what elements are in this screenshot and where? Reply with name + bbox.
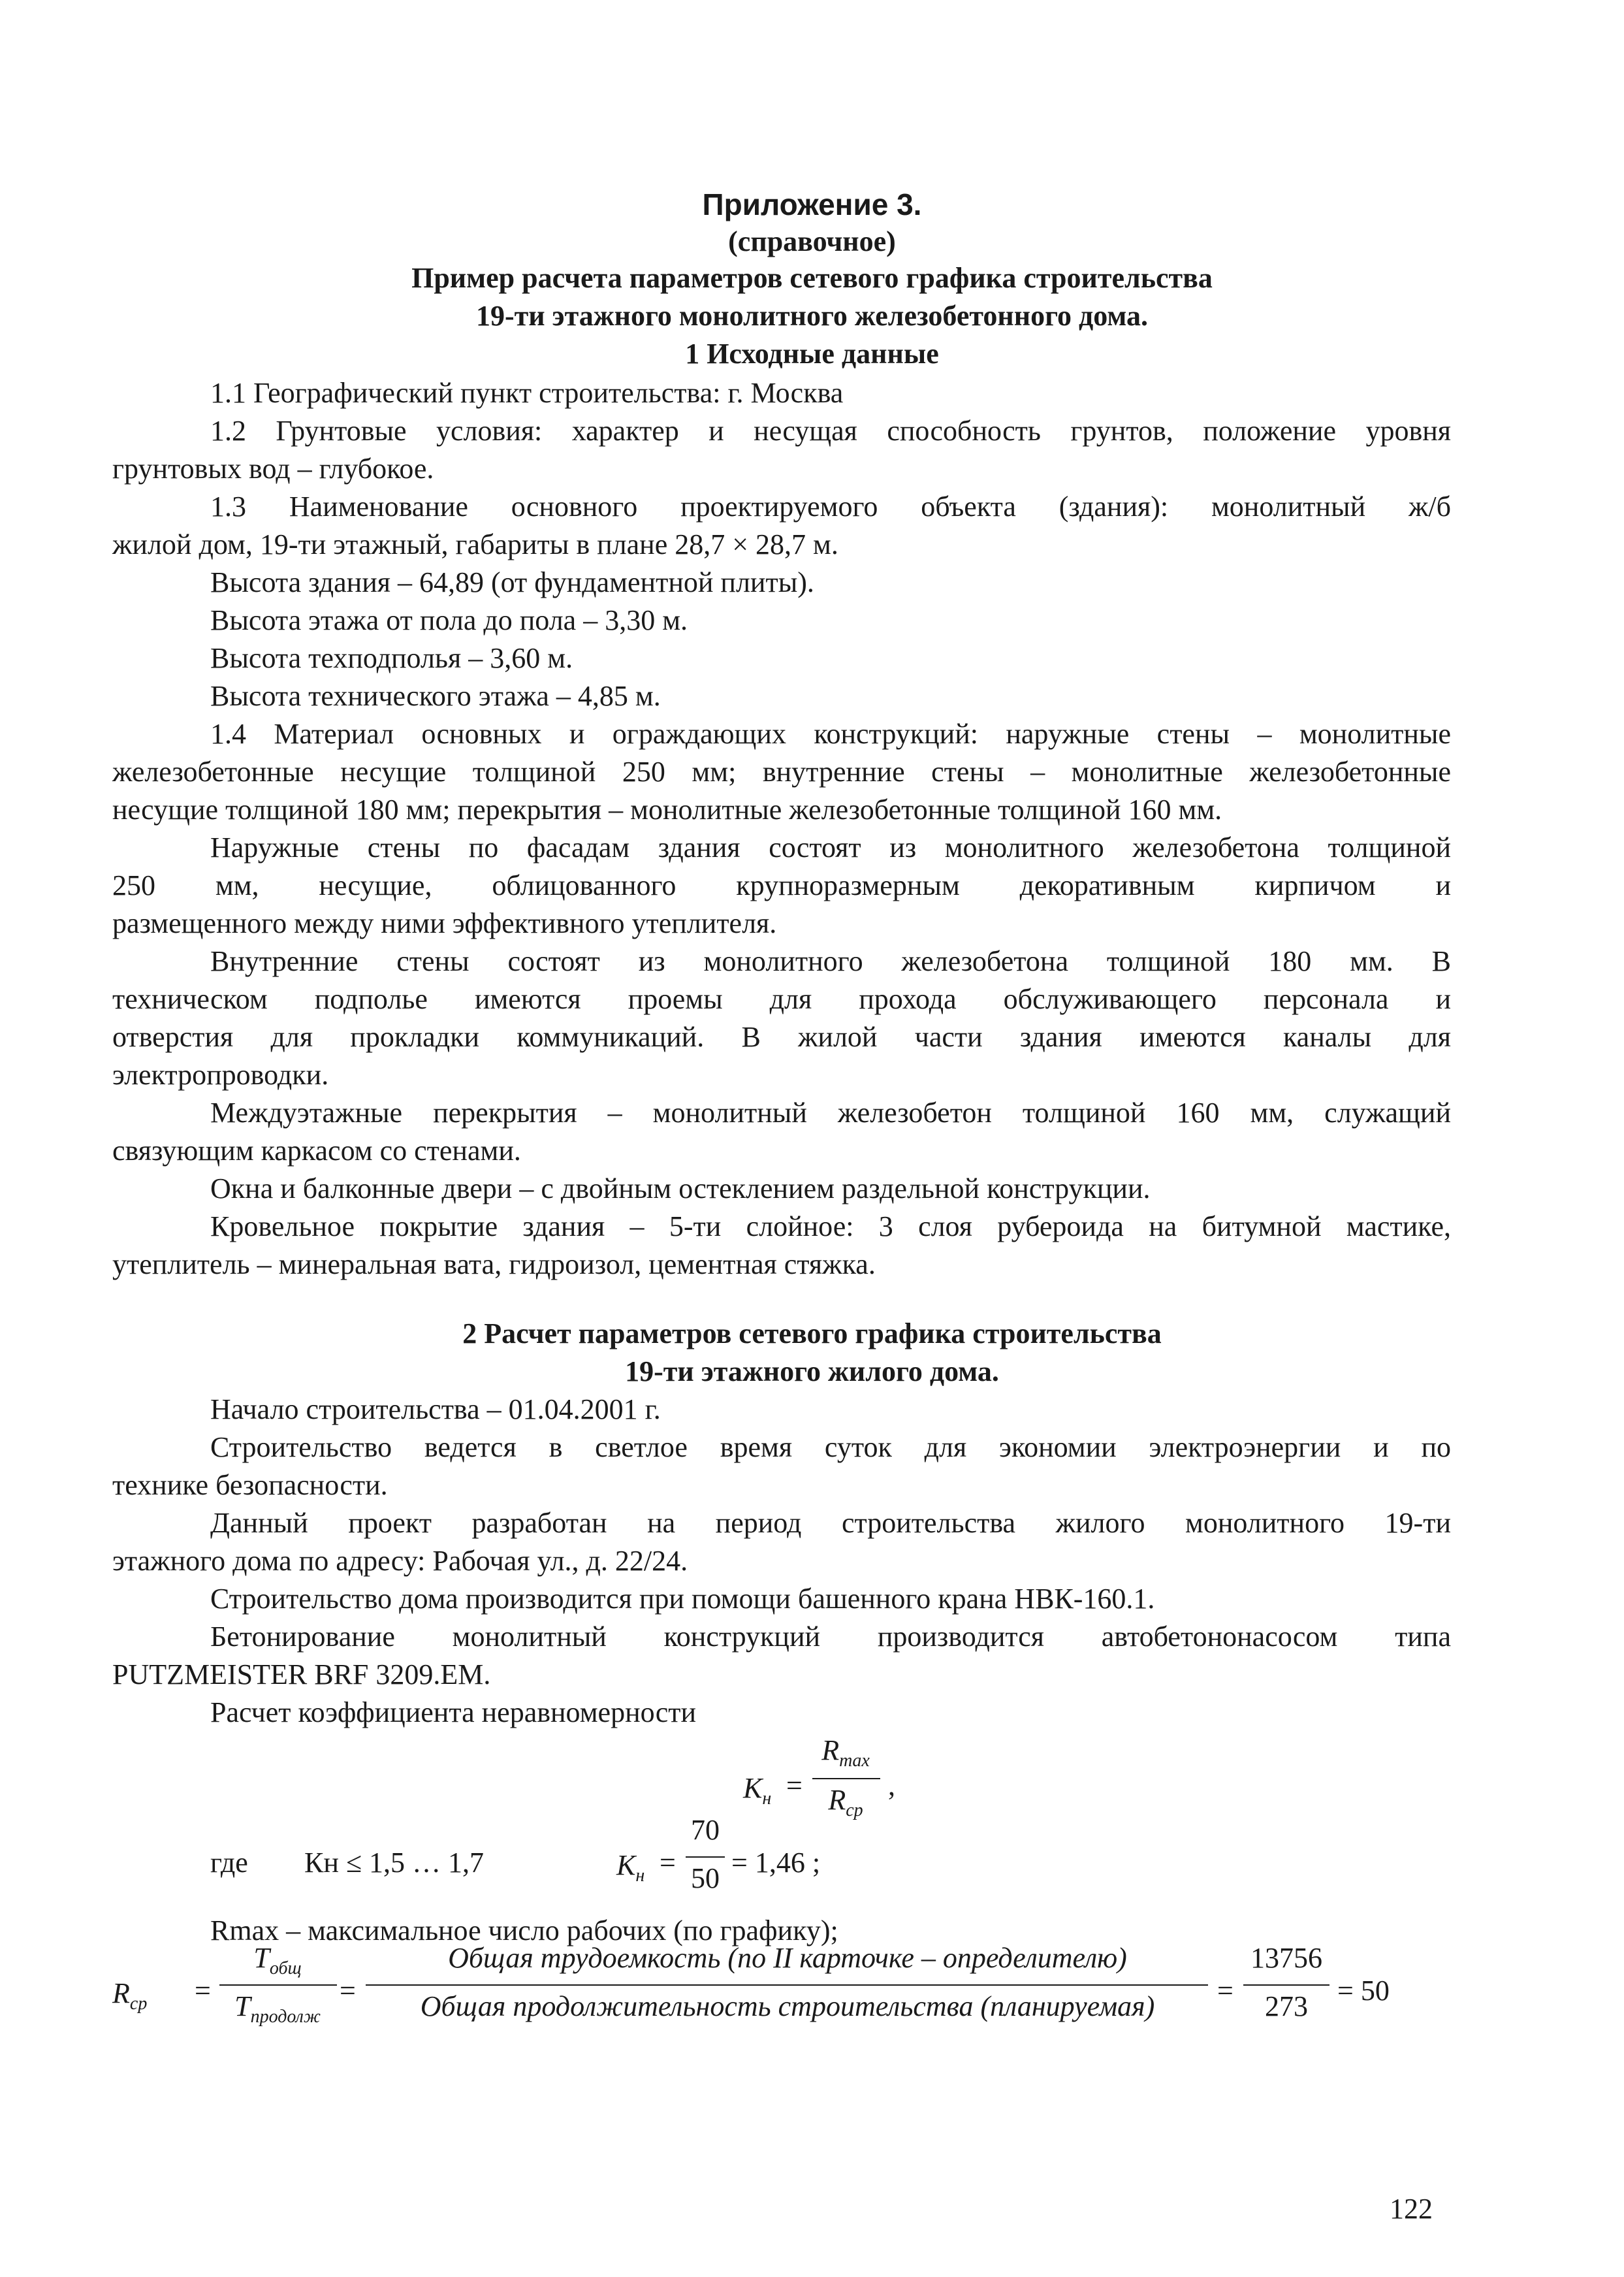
- document-title-line-2: 19-ти этажного монолитного железобетонного дома.: [475, 300, 1149, 332]
- section-1-heading: 1 Исходные данные: [685, 338, 939, 370]
- paragraph-line: 250 мм, несущие, облицованного крупноразмерным декоративным кирпичом и: [112, 869, 1451, 901]
- paragraph-line: 1.4 Материал основных и ограждающих конструкций: наружные стены – монолитные: [210, 718, 1451, 750]
- paragraph-line: 1.3 Наименование основного проектируемого объекта (здания): монолитный ж/б: [210, 491, 1451, 523]
- paragraph-line: отверстия для прокладки коммуникаций. В жилой части здания имеются каналы для: [112, 1021, 1451, 1053]
- formula-1-denominator: $R_{ср}$: [828, 1784, 863, 1820]
- paragraph-line: Строительство ведется в светлое время суток для экономии электроэнергии и по: [210, 1431, 1451, 1463]
- appendix-title: Приложение 3.: [702, 187, 922, 221]
- paragraph-line: Кровельное покрытие здания – 5-ти слойное: 3 слоя рубероида на битумной мастике,: [210, 1210, 1451, 1242]
- formula-3-result: = 50: [1337, 1975, 1390, 2007]
- fraction-bar: [219, 1984, 337, 1986]
- section-2-heading-line-2: 19-ти этажного жилого дома.: [625, 1355, 999, 1387]
- formula-2-result: = 1,46 ;: [731, 1847, 821, 1879]
- appendix-note: (справочное): [728, 225, 896, 257]
- paragraph-line: PUTZMEISTER BRF 3209.EM.: [112, 1658, 491, 1690]
- formula-2-numerator: 70: [691, 1814, 720, 1846]
- formula-2-lhs: $K_н$: [616, 1849, 645, 1886]
- formula-1-tail: ,: [888, 1769, 895, 1801]
- formula-3-denominator-3: 273: [1265, 1990, 1308, 2022]
- formula-3-denominator-1: $T_{продолж}$: [234, 1990, 321, 2027]
- paragraph-line: 1.2 Грунтовые условия: характер и несущая способность грунтов, положение уровня: [210, 415, 1451, 447]
- formula-1-equals: =: [786, 1769, 803, 1801]
- paragraph-line: Бетонирование монолитный конструкций производится автобетононасосом типа: [210, 1621, 1451, 1653]
- paragraph-line: Расчет коэффициента неравномерности: [210, 1696, 697, 1728]
- paragraph-line: Окна и балконные двери – с двойным остеклением раздельной конструкции.: [210, 1172, 1151, 1204]
- paragraph-line: Высота техподполья – 3,60 м.: [210, 642, 573, 674]
- paragraph-line: Высота здания – 64,89 (от фундаментной плиты).: [210, 566, 814, 598]
- document-title-line-1: Пример расчета параметров сетевого графика строительства: [411, 262, 1213, 294]
- paragraph-line: этажного дома по адресу: Рабочая ул., д. 22/24.: [112, 1545, 688, 1577]
- section-2-heading-line-1: 2 Расчет параметров сетевого графика строительства: [462, 1317, 1162, 1349]
- formula-2-equals: =: [660, 1847, 676, 1879]
- formula-3-equals-2: =: [340, 1975, 356, 2007]
- formula-3-numerator-2: Общая трудоемкость (по II карточке – определителю): [448, 1942, 1127, 1974]
- paragraph-line: несущие толщиной 180 мм; перекрытия – монолитные железобетонные толщиной 160 мм.: [112, 794, 1222, 826]
- fraction-bar: [812, 1778, 880, 1779]
- formula-3-equals-1: =: [195, 1975, 211, 2007]
- paragraph-line: технике безопасности.: [112, 1469, 388, 1501]
- paragraph-line: Строительство дома производится при помощи башенного крана НВК-160.1.: [210, 1583, 1155, 1615]
- formula-3-numerator-1: $T_{общ}$: [253, 1942, 302, 1978]
- paragraph-line: Начало строительства – 01.04.2001 г.: [210, 1393, 661, 1425]
- fraction-bar: [366, 1984, 1208, 1986]
- coefficient-condition: Кн ≤ 1,5 … 1,7: [304, 1847, 485, 1879]
- paragraph-line: электропроводки.: [112, 1059, 329, 1091]
- paragraph-line: размещенного между ними эффективного утеплителя.: [112, 907, 777, 939]
- formula-3-denominator-2: Общая продолжительность строительства (планируемая): [420, 1990, 1155, 2022]
- paragraph-line: Высота этажа от пола до пола – 3,30 м.: [210, 604, 688, 636]
- fraction-bar: [686, 1856, 725, 1858]
- paragraph-line: Внутренние стены состоят из монолитного железобетона толщиной 180 мм. В: [210, 945, 1451, 977]
- paragraph-line: техническом подполье имеются проемы для прохода обслуживающего персонала и: [112, 983, 1451, 1015]
- paragraph-line: жилой дом, 19-ти этажный, габариты в плане 28,7 × 28,7 м.: [112, 528, 838, 560]
- formula-2-denominator: 50: [691, 1862, 720, 1894]
- paragraph-line: связующим каркасом со стенами.: [112, 1135, 521, 1167]
- formula-1-lhs: $K_н$: [743, 1772, 772, 1809]
- formula-3-numerator-3: 13756: [1250, 1942, 1322, 1974]
- paragraph-line: железобетонные несущие толщиной 250 мм; внутренние стены – монолитные железобетонные: [112, 756, 1451, 788]
- formula-3-lhs: $R_{ср}$: [112, 1977, 148, 2014]
- paragraph-line: Данный проект разработан на период строительства жилого монолитного 19-ти: [210, 1507, 1451, 1539]
- formula-1-numerator: $R_{max}$: [821, 1734, 870, 1771]
- paragraph-line: Наружные стены по фасадам здания состоят из монолитного железобетона толщиной: [210, 832, 1451, 864]
- formula-3-equals-3: =: [1217, 1975, 1234, 2007]
- paragraph-line: грунтовых вод – глубокое.: [112, 453, 434, 485]
- rmax-definition: Rmax – максимальное число рабочих (по графику);: [210, 1914, 838, 1946]
- paragraph-line: 1.1 Географический пункт строительства: г. Москва: [210, 377, 844, 409]
- where-label: где: [210, 1847, 248, 1879]
- fraction-bar: [1243, 1984, 1329, 1986]
- paragraph-line: Высота технического этажа – 4,85 м.: [210, 680, 661, 712]
- paragraph-line: утеплитель – минеральная вата, гидроизол, цементная стяжка.: [112, 1248, 876, 1280]
- page-number: 122: [1390, 2193, 1433, 2225]
- paragraph-line: Междуэтажные перекрытия – монолитный железобетон толщиной 160 мм, служащий: [210, 1097, 1451, 1129]
